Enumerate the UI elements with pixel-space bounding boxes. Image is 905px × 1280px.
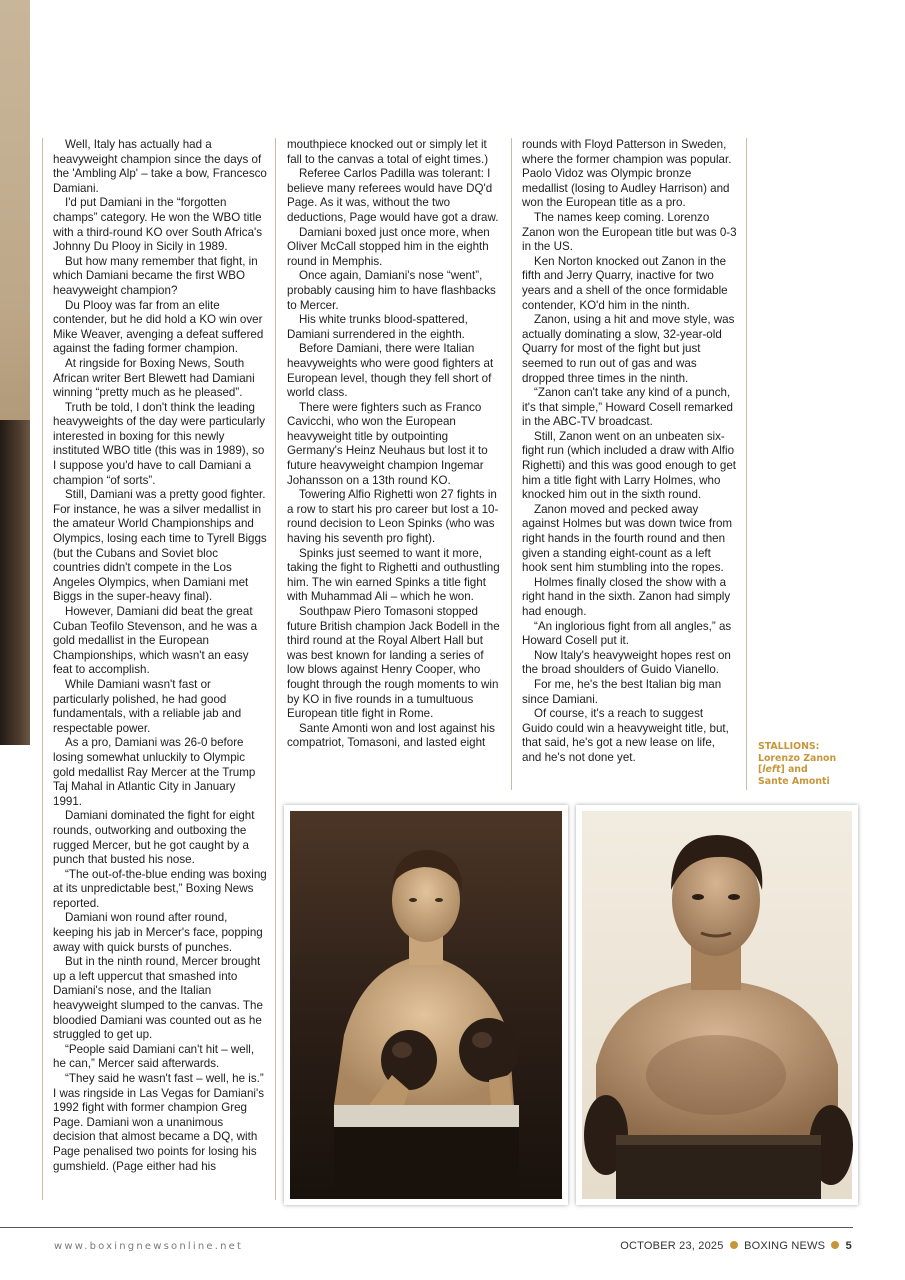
paragraph: His white trunks blood-spattered, Damiani surrendered in the eighth.: [287, 313, 468, 341]
paragraph: Holmes finally closed the show with a right hand in the sixth. Zanon had simply had enough.: [522, 575, 731, 618]
paragraph: mouthpiece knocked out or simply let it fall to the canvas a total of eight times.): [287, 138, 489, 166]
paragraph: For me, he's the best Italian big man since Damiani.: [522, 677, 722, 706]
column-rule-1: [275, 138, 276, 1200]
left-photo-edge: [0, 0, 30, 745]
article-column-3: [522, 138, 737, 766]
paragraph: Spinks just seemed to want it more, taking the fight to Righetti and outhustling him. The win earned Spinks a title fight with Muhammad Ali – which he won.: [287, 546, 500, 604]
paragraph: Damiani won round after round, keeping his jab in Mercer's face, popping away with quick bursts of punches.: [53, 911, 263, 954]
paragraph: Before Damiani, there were Italian heavyweights who were good fighters at European level, though they fell short of world class.: [287, 342, 494, 400]
footer-rule: [0, 1227, 853, 1228]
photo-sante-amonti: [576, 805, 858, 1205]
footer-website: www.boxingnewsonline.net: [54, 1241, 244, 1252]
paragraph: Of course, it's a reach to suggest Guido could win a heavyweight title, but, that said, he's got a new lease on life, and he's not done yet.: [522, 707, 729, 764]
paragraph: But in the ninth round, Mercer brought up a left uppercut that smashed into Damiani's nose, and the Italian heavyweight slumped to the canvas. The bloodied Damiani was counted out as he struggled to get up.: [53, 955, 263, 1042]
column-rule-2: [511, 138, 512, 790]
caption-title: STALLIONS:: [758, 741, 820, 752]
paragraph: rounds with Floyd Patterson in Sweden, where the former champion was popular. Paolo Vidoz was Olympic bronze medallist (losing to Audley Harrison) and won the European title as a pro.: [522, 138, 732, 210]
footer-folio: [620, 1240, 852, 1252]
paragraph: Now Italy's heavyweight hopes rest on the broad shoulders of Guido Vianello.: [522, 648, 731, 677]
paragraph: I'd put Damiani in the “forgotten champs” category. He won the WBO title with a third-round KO over South Africa's Johnny Du Plooy in Sicily in 1989.: [53, 196, 263, 254]
paragraph: The names keep coming. Lorenzo Zanon won the European title but was 0-3 in the US.: [522, 210, 737, 254]
paragraph: Referee Carlos Padilla was tolerant: I believe many referees would have DQ'd Page. As it was, without the two deductions, Page would have got a draw.: [287, 167, 499, 224]
article-column-2: [287, 138, 502, 751]
photo-lorenzo-zanon: [284, 805, 568, 1205]
paragraph: Once again, Damiani's nose “went”, probably causing him to have flashbacks to Mercer.: [287, 269, 496, 312]
paragraph: While Damiani wasn't fast or particularly polished, he had good fundamentals, with a reliable jab and respectable power.: [53, 677, 242, 735]
paragraph: Damiani dominated the fight for eight rounds, outworking and outboxing the rugged Mercer, but he got caught by a punch that busted his nose.: [53, 809, 255, 867]
paragraph: “They said he wasn't fast – well, he is.” I was ringside in Las Vegas for Damiani's 1992 fight with former champion Greg Page. Damiani won a unanimous decision that almost became a DQ, with Page penalised two points for losing his gumshield. (Page either had his: [53, 1072, 265, 1173]
paragraph: Sante Amonti won and lost against his compatriot, Tomasoni, and lasted eight: [287, 721, 495, 750]
amonti-photo-illustration: [576, 805, 858, 1205]
paragraph: However, Damiani did beat the great Cuban Teofilo Stevenson, and he was a gold medallist in the European Championships, which wasn't an easy feat to accomplish.: [53, 605, 258, 677]
article-column-1: [53, 138, 267, 1174]
paragraph: As a pro, Damiani was 26-0 before losing somewhat unluckily to Olympic gold medallist Ray Mercer at the Trump Taj Mahal in Atlantic City in January 1991.: [53, 736, 256, 808]
paragraph: Damiani boxed just once more, when Oliver McCall stopped him in the eighth round in Memphis.: [287, 225, 490, 268]
paragraph: Du Plooy was far from an elite contender, but he did hold a KO win over Mike Weaver, avenging a defeat suffered against the fading former champion.: [53, 298, 264, 356]
paragraph: “People said Damiani can't hit – well, he can,” Mercer said afterwards.: [53, 1042, 255, 1071]
caption-bracket-close: ] and: [780, 764, 808, 776]
footer-publication: BOXING NEWS: [744, 1240, 826, 1252]
paragraph: Well, Italy has actually had a heavyweight champion since the days of the 'Ambling Alp' – take a bow, Francesco Damiani.: [53, 138, 267, 195]
caption-left: left: [762, 764, 781, 776]
photo-caption: [758, 741, 838, 787]
paragraph: Still, Zanon went on an unbeaten six-fight run (which included a draw with Alfio Righetti) and this was good enough to get him a title fight with Larry Holmes, who knocked him out in the sixth round.: [522, 429, 736, 502]
column-rule-3: [746, 138, 747, 790]
page-number: 5: [845, 1240, 852, 1252]
zanon-photo-illustration: [284, 805, 568, 1205]
caption-bracket-open: [: [758, 764, 763, 776]
paragraph: Zanon, using a hit and move style, was actually dominating a slow, 32-year-old Quarry for most of the fight but just seemed to run out of gas and was dropped three times in the ninth.: [522, 313, 735, 385]
caption-name-zanon: Lorenzo Zanon: [758, 752, 837, 764]
bullet-dot-icon: [831, 1241, 839, 1249]
paragraph: At ringside for Boxing News, South African writer Bert Blewett had Damiani winning “pretty much as he pleased”.: [53, 356, 255, 400]
paragraph: Southpaw Piero Tomasoni stopped future British champion Jack Bodell in the third round at the Royal Albert Hall but was best known for landing a series of low blows against Henry Cooper, who fought through the rough moments to win by KO in five rounds in a tumultuous European title fight in Rome.: [287, 605, 500, 721]
paragraph: Still, Damiani was a pretty good fighter. For instance, he was a silver medallist in the amateur World Championships and Olympics, losing each time to Tyrell Biggs (but the Cubans and Soviet bloc countries didn't compete in the Los Angeles Olympics, when Damiani met Biggs in the super-heavy final).: [53, 488, 267, 604]
paragraph: But how many remember that fight, in which Damiani became the first WBO heavyweight champion?: [53, 254, 258, 297]
footer-date: OCTOBER 23, 2025: [620, 1240, 724, 1252]
column-rule-left: [42, 138, 43, 1200]
paragraph: Truth be told, I don't think the leading heavyweights of the day were particularly interested in boxing for this newly instituted WBO title (this was in 1989), so I suppose you'd have to call Damiani a champion “of sorts”.: [53, 400, 266, 487]
bullet-dot-icon: [730, 1241, 738, 1249]
paragraph: Towering Alfio Righetti won 27 fights in a row to start his pro career but lost a 10-round decision to Leon Spinks (who was having his seventh pro fight).: [287, 488, 499, 546]
paragraph: Ken Norton knocked out Zanon in the fifth and Jerry Quarry, inactive for two years and a shell of the once formidable contender, KO'd him in the ninth.: [522, 254, 728, 312]
paragraph: “The out-of-the-blue ending was boxing at its unpredictable best,” Boxing News reported.: [53, 867, 267, 910]
caption-line: [758, 753, 838, 776]
left-photo-shadow: [0, 420, 30, 745]
paragraph: “Zanon can't take any kind of a punch, it's that simple,” Howard Cosell remarked in the ABC-TV broadcast.: [522, 386, 733, 429]
caption-name-amonti: Sante Amonti: [758, 775, 830, 787]
paragraph: There were fighters such as Franco Cavicchi, who won the European heavyweight title by outpointing Germany's Heinz Neuhaus but lost it to future heavyweight champion Ingemar Johansson on a 13th round KO.: [287, 400, 488, 487]
paragraph: Zanon moved and pecked away against Holmes but was down twice from right hands in the fourth round and then given a standing eight-count as a left hook sent him stumbling into the ropes.: [522, 502, 733, 575]
paragraph: “An inglorious fight from all angles,” as Howard Cosell put it.: [522, 619, 732, 648]
